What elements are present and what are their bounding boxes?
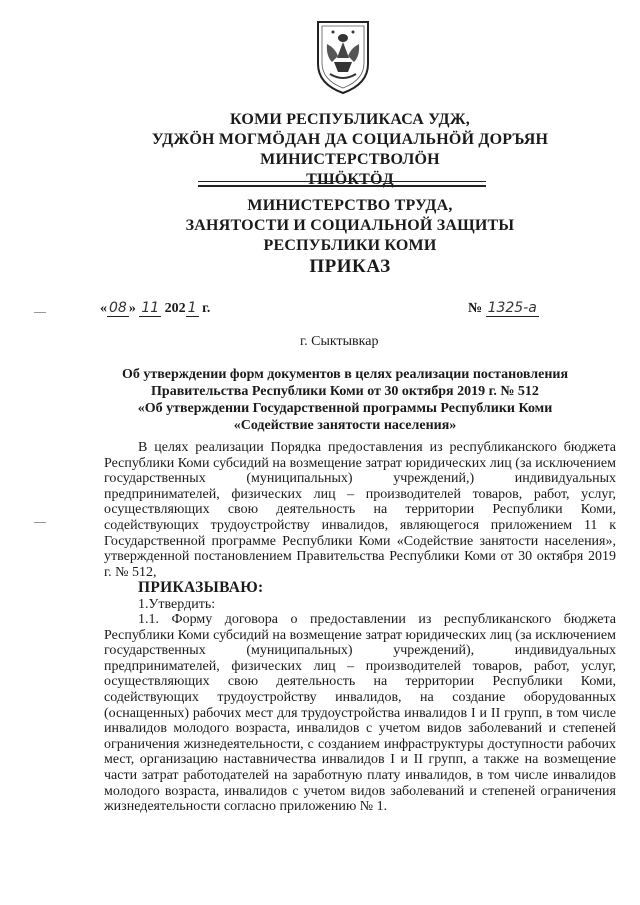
document-subject — [110, 366, 580, 434]
header-ru-line-2: ЗАНЯТОСТИ И СОЦИАЛЬНОЙ ЗАЩИТЫ — [185, 217, 515, 234]
document-title: ПРИКАЗ — [309, 256, 391, 277]
document-number — [468, 300, 539, 317]
date-year-digit: 1 — [187, 300, 197, 316]
coat-of-arms-emblem — [312, 18, 374, 96]
number-value: 1325-а — [487, 300, 537, 316]
date-suffix: г. — [202, 301, 211, 316]
date-day: 08 — [109, 300, 127, 316]
document-date — [100, 300, 210, 317]
date-close-quote: » — [128, 301, 136, 316]
subject-line-2: Правительства Республики Коми от 30 октября 2019 г. № 512 — [151, 384, 539, 399]
date-year-prefix: 202 — [164, 301, 186, 316]
order-word: ПРИКАЗЫВАЮ: — [138, 579, 264, 596]
item-1-1: 1.1. Форму договора о предоставлении из республиканского бюджета Республики Коми субсидий на возмещение затрат юридических лиц (за исключением государственных (муниципальных) учреждений), индивидуальных предпринимателей, физических лиц – производителей товаров, работ, услуг, осуществляющих свою деятельность на территории Республики Коми, содействующих трудоустройству инвалидов, на создание оборудованных (оснащенных) рабочих мест для трудоустройства инвалидов I и II групп, в том числе инвалидов молодого возраста, инвалидов с учетом видов заболеваний и степеней ограничения жизнедеятельности, с созданием инфраструктуры доступности рабочих мест, организацию наставничества инвалидов I и II групп, а также на возмещение части затрат работодателей на заработную плату инвалидов, в том числе инвалидов молодого возраста, инвалидов с учетом видов заболеваний и степеней ограничения жизнедеятельности согласно приложению № 1. — [104, 612, 616, 815]
subject-line-1: Об утверждении форм документов в целях реализации постановления — [121, 367, 569, 382]
subject-line-4: «Содействие занятости населения» — [233, 418, 457, 433]
item-1: 1.Утвердить: — [138, 597, 216, 612]
margin-mark — [34, 312, 46, 313]
header-komi-line-1: КОМИ РЕСПУБЛИКАСА УДЖ, — [230, 111, 470, 128]
city-name: г. Сыктывкар — [300, 334, 379, 349]
header-ru-line-1: МИНИСТЕРСТВО ТРУДА, — [247, 197, 453, 214]
header-komi-line-3: МИНИСТЕРСТВОЛÖН — [260, 151, 440, 168]
header-divider-thin — [198, 181, 486, 182]
header-ru-line-3: РЕСПУБЛИКИ КОМИ — [263, 237, 437, 254]
margin-mark — [34, 522, 46, 523]
number-sign: № — [468, 301, 483, 316]
date-month: 11 — [141, 300, 160, 316]
subject-line-3: «Об утверждении Государственной программы Республики Коми — [137, 401, 553, 416]
header-divider-thick — [198, 185, 486, 187]
date-open-quote: « — [100, 301, 107, 316]
header-komi-line-4: ТШÖКТÖД — [306, 171, 394, 188]
preamble-paragraph: В целях реализации Порядка предоставления из республиканского бюджета Республики Коми субсидий на возмещение затрат юридических лиц (за исключением государственных (муниципальных) учреждений,) индивидуальных предпринимателей, физических лиц – производителей товаров, работ, услуг, осуществляющих свою деятельность на территории Республики Коми, содействующих трудоустройству инвалидов, являющегося приложением 11 к Государственной программе Республики Коми «Содействие занятости населения», утвержденной постановлением Правительства Республики Коми от 30 октября 2019 г. № 512, — [104, 440, 616, 580]
header-komi-line-2: УДЖÖН МОГМÖДАН ДА СОЦИАЛЬНÖЙ ДОРЪЯН — [151, 131, 549, 148]
